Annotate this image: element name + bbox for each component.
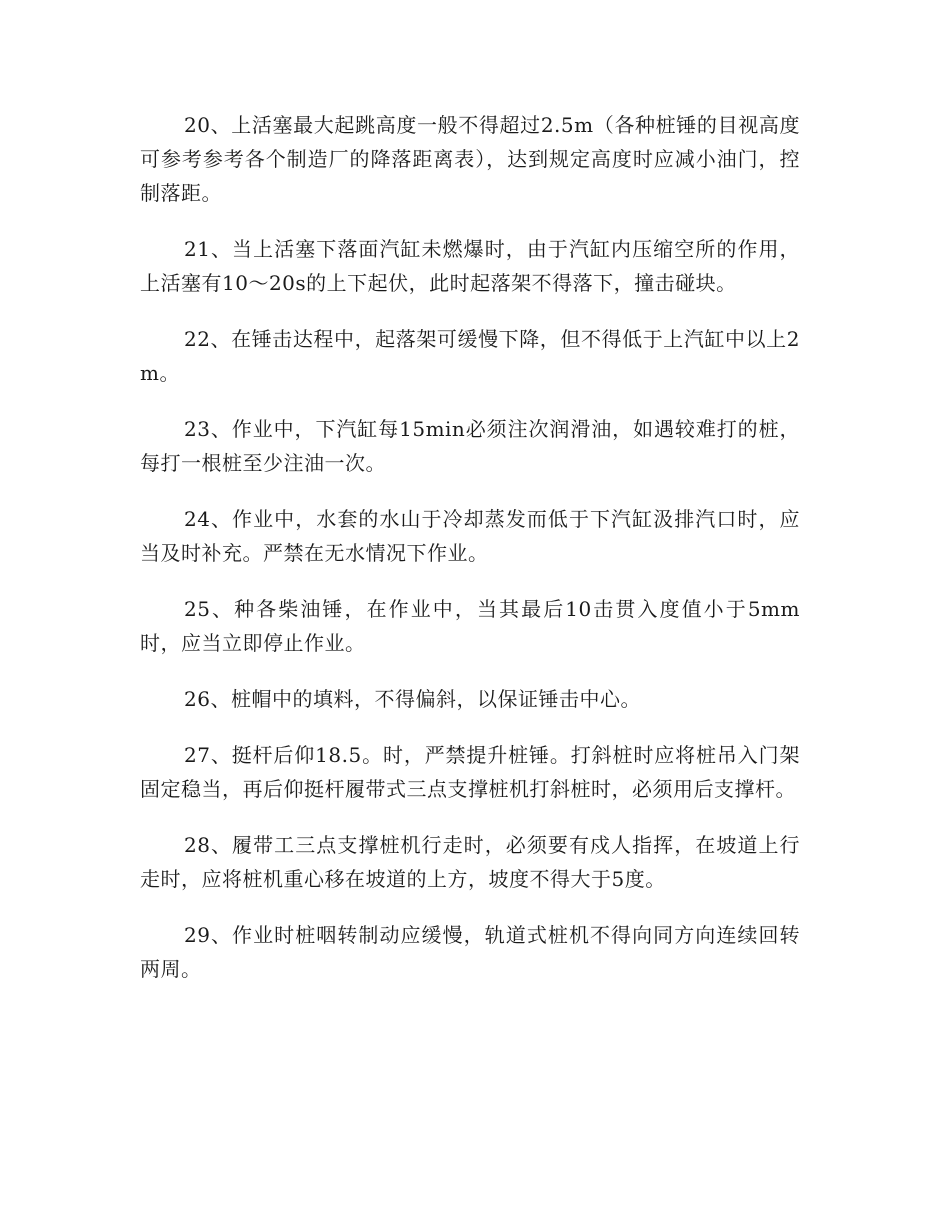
paragraph-25: 25、种各柴油锤，在作业中，当其最后10击贯入度值小于5mm时，应当立即停止作业。 (140, 597, 800, 655)
paragraph-27: 27、挺杆后仰18.5。时，严禁提升桩锤。打斜桩时应将桩吊入门架固定稳当，再后仰挺杆履带式三点支撑桩机打斜桩时，必须用后支撑杆。 (140, 743, 800, 801)
paragraph-29: 29、作业时桩咽转制动应缓慢，轨道式桩机不得向同方向连续回转两周。 (140, 923, 800, 981)
paragraph-21: 21、当上活塞下落面汽缸未燃爆时，由于汽缸内压缩空所的作用，上活塞有10～20s的上下起伏，此时起落架不得落下，撞击碰块。 (140, 237, 800, 295)
paragraph-26: 26、桩帽中的填料，不得偏斜，以保证锤击中心。 (184, 687, 641, 711)
paragraph-24: 24、作业中，水套的水山于冷却蒸发而低于下汽缸汲排汽口时，应当及时补充。严禁在无水情况下作业。 (140, 507, 800, 565)
document-page (140, 108, 800, 1008)
paragraph-23: 23、作业中，下汽缸每15min必须注次润滑油，如遇较难打的桩，每打一根桩至少注油一次。 (140, 417, 800, 475)
paragraph-22: 22、在锤击达程中，起落架可缓慢下降，但不得低于上汽缸中以上2m。 (140, 327, 800, 385)
paragraph-28: 28、履带工三点支撑桩机行走时，必须要有戍人指挥，在坡道上行走时，应将桩机重心移在坡道的上方，坡度不得大于5度。 (140, 833, 800, 891)
paragraph-20: 20、上活塞最大起跳高度一般不得超过2.5m（各种桩锤的目视高度可参考参考各个制造厂的降落距离表），达到规定高度时应减小油门，控制落距。 (140, 113, 800, 205)
